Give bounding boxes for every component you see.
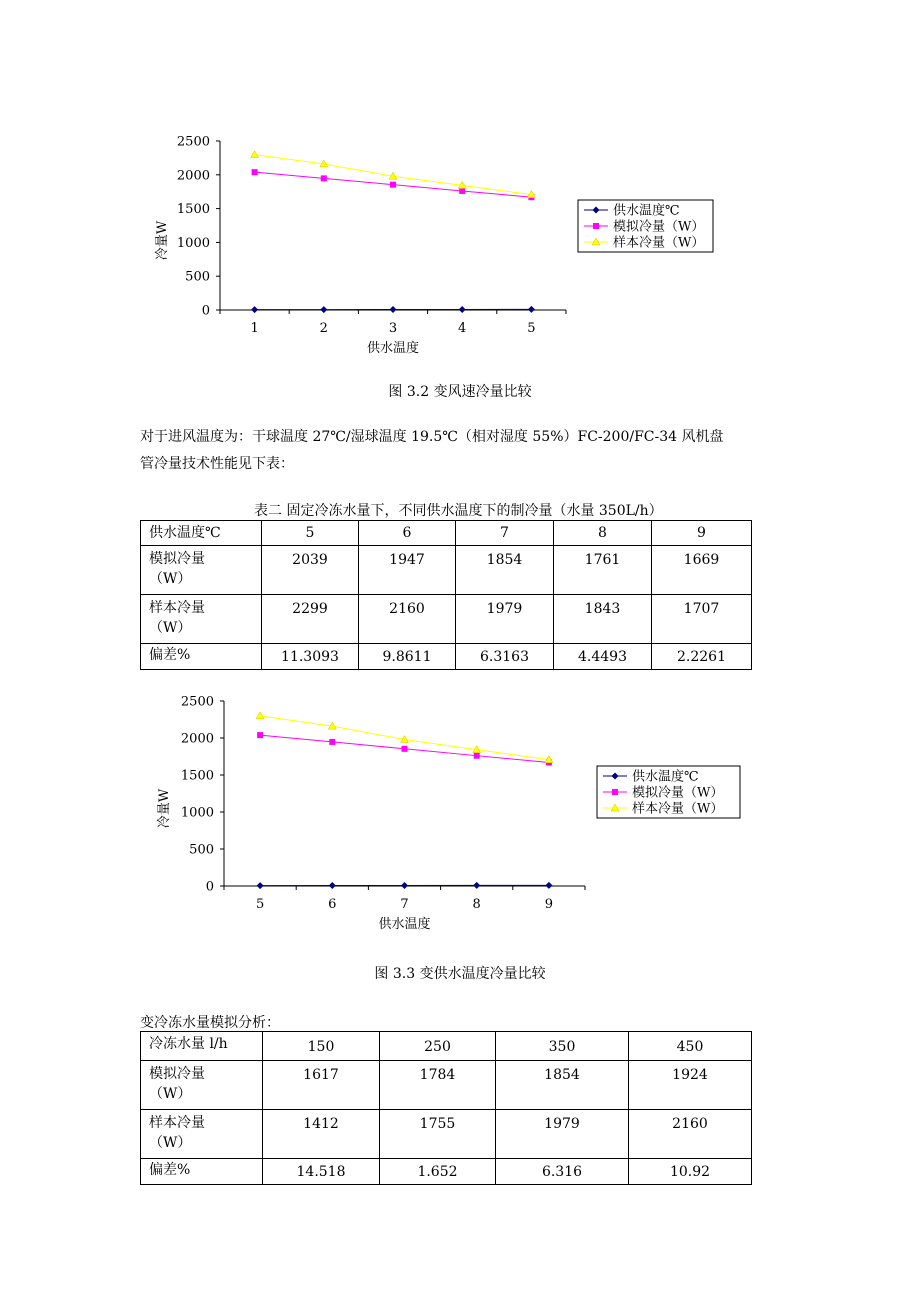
table-row	[141, 1110, 752, 1159]
x-tick-label: 5	[255, 897, 265, 912]
table-cell: 1979	[456, 595, 554, 644]
legend-label: 样本冷量（W）	[613, 235, 705, 251]
data-point	[473, 882, 480, 889]
table-cell: 2039	[262, 546, 359, 595]
row-unit: （W）	[149, 620, 192, 636]
data-point	[528, 306, 535, 313]
table-cell: 1.652	[380, 1159, 496, 1185]
table-cell: 1854	[496, 1061, 629, 1110]
table-cell: 1669	[652, 546, 752, 595]
table-cell: 2160	[629, 1110, 752, 1159]
table-row	[141, 546, 752, 595]
header-cell: 250	[380, 1032, 496, 1061]
x-tick-label: 5	[527, 321, 536, 336]
table-cell: 1755	[380, 1110, 496, 1159]
table-cell: 1854	[456, 546, 554, 595]
row-label: 模拟冷量	[149, 551, 205, 567]
chart-legend	[597, 766, 740, 818]
data-point	[390, 306, 397, 313]
data-point	[459, 306, 466, 313]
y-axis-title: 冷量W	[155, 220, 170, 261]
table-cell: 1761	[554, 546, 652, 595]
data-point	[390, 182, 396, 188]
y-axis-title: 冷量W	[157, 788, 172, 829]
table-cell: 1924	[629, 1061, 752, 1110]
y-tick-label: 1000	[176, 235, 210, 251]
row-label: 偏差%	[149, 647, 191, 663]
legend-label: 模拟冷量（W）	[613, 219, 705, 235]
series-3	[256, 712, 553, 763]
table-header-row	[141, 521, 752, 546]
chart-figure-3-2	[0, 120, 920, 370]
series-1	[257, 882, 553, 889]
table-row	[141, 1159, 752, 1185]
x-tick-label: 6	[328, 897, 337, 912]
legend-marker	[612, 789, 618, 795]
row-label-cell	[141, 644, 262, 670]
table-cell: 9.8611	[359, 644, 456, 670]
row-unit: （W）	[149, 1135, 192, 1151]
header-cell: 9	[652, 521, 752, 546]
legend-label: 模拟冷量（W）	[632, 785, 724, 801]
table-supply-temperature	[140, 520, 752, 670]
table-cell: 4.4493	[554, 644, 652, 670]
y-tick-label: 1500	[180, 768, 214, 784]
x-tick-label: 7	[400, 897, 409, 912]
row-unit: （W）	[149, 571, 192, 587]
header-cell: 8	[554, 521, 652, 546]
header-cell: 150	[263, 1032, 380, 1061]
table-cell: 10.92	[629, 1159, 752, 1185]
table-cell: 1979	[496, 1110, 629, 1159]
chart-axes	[156, 695, 585, 933]
row-label: 样本冷量	[149, 600, 205, 616]
header-cell: 7	[456, 521, 554, 546]
series-1	[251, 306, 535, 313]
table-cell: 1843	[554, 595, 652, 644]
intro-paragraph	[140, 424, 800, 478]
row-label: 样本冷量	[149, 1115, 205, 1131]
legend-marker	[593, 223, 599, 229]
y-tick-label: 0	[201, 303, 210, 319]
section-title: 变冷冻水量模拟分析：	[140, 1015, 280, 1031]
legend-label: 供水温度℃	[613, 203, 680, 219]
series-3	[251, 151, 536, 198]
y-tick-label: 500	[185, 269, 210, 285]
table-cell: 14.518	[263, 1159, 380, 1185]
paragraph-line-2: 管冷量技术性能见下表：	[140, 456, 294, 472]
row-label: 偏差%	[149, 1162, 191, 1178]
data-point	[257, 732, 263, 738]
table-row	[141, 1061, 752, 1110]
figure-3-2-caption: 图 3.2 变风速冷量比较	[388, 384, 532, 400]
data-point	[402, 746, 408, 752]
table-cell: 1784	[380, 1061, 496, 1110]
data-point	[320, 306, 327, 313]
row-label-cell	[141, 595, 262, 644]
chart-axes	[154, 135, 566, 357]
x-tick-label: 4	[458, 321, 467, 336]
data-point	[257, 882, 264, 889]
table-cell: 6.316	[496, 1159, 629, 1185]
data-point	[474, 753, 480, 759]
y-tick-label: 1000	[180, 805, 214, 821]
table-cell: 1947	[359, 546, 456, 595]
header-cell: 5	[262, 521, 359, 546]
data-point	[329, 739, 335, 745]
data-point	[459, 188, 465, 194]
table-cell: 1617	[263, 1061, 380, 1110]
x-tick-label: 2	[319, 321, 328, 336]
data-point	[256, 712, 264, 719]
row-label-cell	[141, 546, 262, 595]
table-row	[141, 644, 752, 670]
table-cell: 2.2261	[652, 644, 752, 670]
table-cell: 1412	[263, 1110, 380, 1159]
legend-label: 供水温度℃	[632, 769, 699, 785]
table-row	[141, 595, 752, 644]
data-point	[329, 882, 336, 889]
x-tick-label: 1	[250, 321, 259, 336]
chart-figure-3-3	[0, 680, 920, 940]
table-chilled-water-flow	[140, 1031, 752, 1185]
x-axis-title: 供水温度	[378, 917, 431, 932]
table-cell: 1707	[652, 595, 752, 644]
data-point	[401, 882, 408, 889]
x-tick-label: 9	[544, 897, 554, 912]
table-cell: 11.3093	[262, 644, 359, 670]
y-tick-label: 500	[189, 842, 214, 858]
y-tick-label: 1500	[176, 202, 210, 218]
figure-3-3-caption: 图 3.3 变供水温度冷量比较	[374, 966, 546, 982]
data-point	[251, 306, 258, 313]
data-point	[545, 882, 552, 889]
y-tick-label: 2500	[176, 134, 210, 150]
header-cell: 350	[496, 1032, 629, 1061]
header-cell: 供水温度℃	[141, 521, 262, 546]
paragraph-line-1: 对于进风温度为：干球温度 27℃/湿球温度 19.5℃（相对湿度 55%）FC-200/FC-34 风机盘	[140, 429, 724, 445]
x-axis-title: 供水温度	[366, 341, 420, 356]
table-header-row	[141, 1032, 752, 1061]
header-cell: 6	[359, 521, 456, 546]
table-cell: 2299	[262, 595, 359, 644]
x-tick-label: 8	[472, 897, 481, 912]
y-tick-label: 2000	[180, 731, 214, 747]
header-cell: 冷冻水量 l/h	[141, 1032, 263, 1061]
y-tick-label: 2500	[180, 694, 214, 710]
row-label-cell	[141, 1159, 263, 1185]
row-label-cell	[141, 1061, 263, 1110]
row-unit: （W）	[149, 1086, 192, 1102]
y-tick-label: 2000	[176, 168, 210, 184]
row-label: 模拟冷量	[149, 1066, 205, 1082]
data-point	[252, 169, 258, 175]
table1-title: 表二 固定冷冻水量下，不同供水温度下的制冷量（水量 350L/h）	[254, 503, 663, 519]
chart-legend	[578, 200, 713, 252]
legend-label: 样本冷量（W）	[632, 801, 724, 817]
table-cell: 2160	[359, 595, 456, 644]
data-point	[321, 175, 327, 181]
data-point	[251, 151, 259, 158]
header-cell: 450	[629, 1032, 752, 1061]
row-label-cell	[141, 1110, 263, 1159]
y-tick-label: 0	[205, 879, 214, 895]
table-cell: 6.3163	[456, 644, 554, 670]
x-tick-label: 3	[388, 321, 398, 336]
